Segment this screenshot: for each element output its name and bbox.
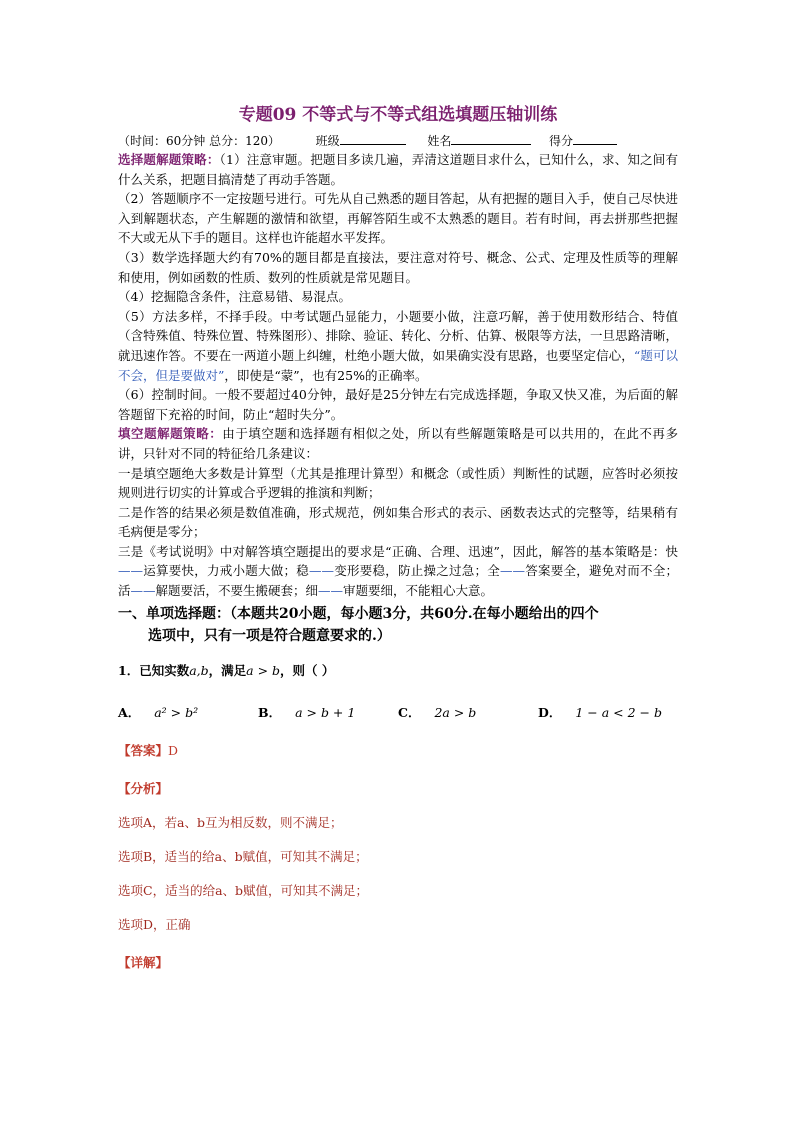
fill-strategy-s2: 二是作答的结果必须是数值准确，形式规范，例如集合形式的表示、函数表达式的完整等，结果稍有毛病便是零分； xyxy=(118,504,678,540)
section-heading xyxy=(118,603,678,647)
page-title: 专题09 不等式与不等式组选填题压轴训练 xyxy=(238,105,558,125)
answer-tag: 【答案】D xyxy=(118,742,179,758)
time-score-info: （时间：60分钟 总分：120） xyxy=(118,134,280,148)
quote-text: “题可以不会，但是要做对” xyxy=(118,347,678,383)
answer-value: D xyxy=(168,742,179,758)
section-line-2: 选项中，只有一项是符合题意要求的.） xyxy=(148,627,391,644)
fill-strategy-s1: 一是填空题绝大多数是计算型（尤其是推理计算型）和概念（或性质）判断性的试题，应答时必须按规则进行切实的计算或合乎逻辑的推演和判断； xyxy=(118,465,678,501)
analysis-line: 选项C，适当的给a、b赋值，可知其不满足； xyxy=(118,882,369,898)
class-blank[interactable] xyxy=(340,131,406,145)
question-1: 1．已知实数a,b，满足a > b，则（ ） xyxy=(118,662,335,678)
exam-meta xyxy=(118,131,678,150)
mc-strategy-p1: 选择题解题策略：（1）注意审题。把题目多读几遍，弄清这道题目求什么，已知什么，求、知之间有什么关系，把题目搞清楚了再动手答题。 xyxy=(118,152,678,187)
mc-strategy-p5: （5）方法多样，不择手段。中考试题凸显能力，小题要小做，注意巧解，善于使用数形结合、特值（含特殊值、特殊位置、特殊图形）、排除、验证、转化、分析、估算、极限等方法，一旦思路清晰，就迅速作答。不要在一两道小题上纠缠，杜绝小题大做，如果确实没有思路，也要坚定信心，“题可以不会，但是要做对”，即使是“蒙”，也有25%的正确率。 xyxy=(118,308,678,383)
mc-strategy-p6: （6）控制时间。一般不要超过40分钟，最好是25分钟左右完成选择题，争取又快又准，为后面的解答题留下充裕的时间，防止“超时失分”。 xyxy=(118,387,678,422)
mc-strategy-p3: （3）数学选择题大约有70%的题目都是直接法，要注意对符号、概念、公式、定理及性质等的理解和使用，例如函数的性质、数列的性质就是常见题目。 xyxy=(118,249,678,285)
option-b[interactable]: B． a > b + 1 xyxy=(258,704,356,720)
document-page xyxy=(118,100,678,973)
fill-strategy-s3: 三是《考试说明》中对解答填空题提出的要求是“正确、合理、迅速”，因此，解答的基本策略是：快——运算要快，力戒小题大做；稳——变形要稳，防止操之过急；全——答案要全，避免对而不全；活——解题要活，不要生搬硬套；细——审题要细，不能粗心大意。 xyxy=(118,543,678,599)
option-d[interactable]: D． 1 − a < 2 − b xyxy=(538,704,662,720)
class-label: 班级 xyxy=(315,134,340,148)
answer-options xyxy=(118,703,678,723)
question-vars: a,b xyxy=(189,662,209,678)
name-label: 姓名 xyxy=(427,134,452,148)
mc-strategy-p4: （4）挖掘隐含条件，注意易错、易混点。 xyxy=(118,289,351,305)
fill-strategy-intro: 填空题解题策略：由于填空题和选择题有相似之处，所以有些解题策略是可以共用的，在此不再多讲，只针对不同的特征给几条建议： xyxy=(118,426,678,461)
option-c[interactable]: C． 2a > b xyxy=(398,704,477,720)
analysis-line: 选项B，适当的给a、b赋值，可知其不满足； xyxy=(118,848,368,864)
fill-strategy-label: 填空题解题策略： xyxy=(118,426,223,442)
question-condition: a > b xyxy=(246,662,281,678)
analysis-line: 选项D，正确 xyxy=(118,916,191,932)
mc-strategy-label: 选择题解题策略： xyxy=(118,152,220,167)
detail-tag: 【详解】 xyxy=(118,954,169,970)
name-blank[interactable] xyxy=(451,131,531,145)
mc-strategy-p2: （2）答题顺序不一定按题号进行。可先从自己熟悉的题目答起，从有把握的题目入手，使自己尽快进入到解题状态，产生解题的激情和欲望，再解答陌生或不太熟悉的题目。若有时间，再去拼那些把握不大或无从下手的题目。这样也许能超水平发挥。 xyxy=(118,191,678,246)
section-line-1: 一、单项选择题：（本题共20小题，每小题3分，共60分.在每小题给出的四个 xyxy=(118,605,599,622)
analysis-tag: 【分析】 xyxy=(118,780,169,796)
option-a[interactable]: A． a² > b² xyxy=(118,704,199,720)
score-label: 得分 xyxy=(549,134,574,148)
analysis-line: 选项A，若a、b互为相反数，则不满足； xyxy=(118,814,343,830)
score-blank[interactable] xyxy=(573,131,617,145)
